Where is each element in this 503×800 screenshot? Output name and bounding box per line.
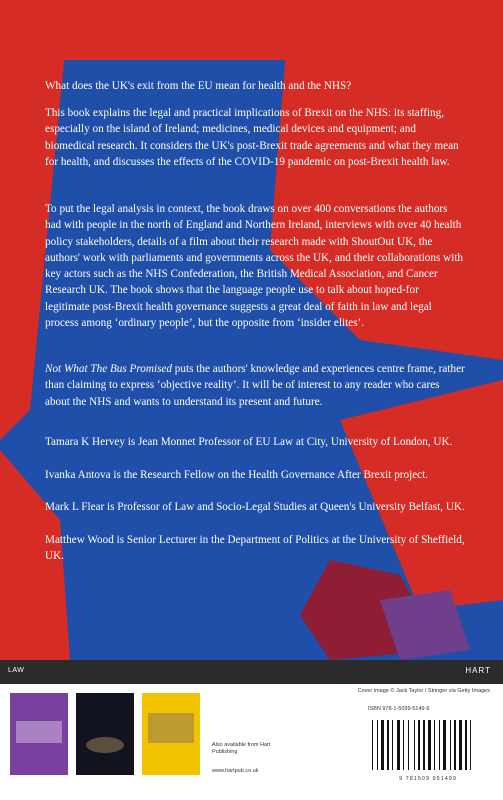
barcode-bar [372, 720, 373, 770]
also-available-note: Also available from Hart Publishing [212, 742, 271, 755]
related-book-thumbnail [76, 693, 134, 775]
author-name: Matthew Wood [45, 534, 114, 546]
author-name: Tamara K Hervey [45, 436, 125, 448]
author-bio [45, 467, 465, 483]
barcode-bar [397, 720, 400, 770]
barcode-bar [418, 720, 420, 770]
barcode-bar [454, 720, 456, 770]
author-bio [45, 532, 465, 565]
barcode-digits: 9 781509 951499 [399, 776, 457, 782]
series-label: LAW [8, 667, 25, 674]
barcode-bar [439, 720, 440, 770]
barcode-bar [434, 720, 435, 770]
author-name: Ivanka Antova [45, 469, 111, 481]
author-bio-text: is the Research Fellow on the Health Governance After Brexit project. [110, 469, 429, 481]
barcode-bar [408, 720, 409, 770]
publisher-logo: HART [465, 666, 491, 675]
barcode-bar [465, 720, 467, 770]
author-bio [45, 434, 465, 450]
blurb-paragraph-3 [45, 361, 465, 410]
barcode-bar [428, 720, 431, 770]
book-title-italic: Not What The Bus Promised [45, 363, 172, 375]
author-name: Mark L Flear [45, 501, 105, 513]
barcode-bar [459, 720, 462, 770]
publisher-url: www.hartpub.co.uk [212, 768, 259, 774]
related-book-thumbnail [10, 693, 68, 775]
barcode-bar [414, 720, 415, 770]
cover-credit: Cover image © Jack Taylor / Stringer via Getty Images [357, 688, 490, 694]
barcode [368, 716, 488, 774]
barcode-bar [450, 720, 451, 770]
barcode-bar [381, 720, 384, 770]
blurb-paragraph-1: This book explains the legal and practical implications of Brexit on the NHS: its staffing, especially on the island of Ireland; medicines, medical devices and equipment; and biomedical research. It considers the UK's post-Brexit trade agreements and what they mean for health, and discusses the effects of the COVID-19 pandemic on post-Brexit health law. [45, 107, 459, 168]
author-bio [45, 499, 465, 515]
barcode-bar [387, 720, 389, 770]
barcode-bar [443, 720, 446, 770]
blurb-paragraph-3-rest: puts the authors' knowledge and experiences centre frame, rather than claiming to express ‘objective reality’. It will be of interest to any reader who cares about the NHS and wants to understand its present and future. [45, 363, 465, 408]
isbn-label: ISBN 978-1-5099-5149-9 [368, 706, 430, 712]
thumbnail-image [86, 737, 124, 753]
barcode-bar [392, 720, 393, 770]
barcode-bar [403, 720, 404, 770]
related-book-thumbnail [142, 693, 200, 775]
author-bio-text: is Senior Lecturer in the Department of Politics at the University of Sheffield, UK. [45, 534, 465, 563]
blurb-paragraph-2: To put the legal analysis in context, the book draws on over 400 conversations the authors had with people in the north of England and Northern Ireland, interviews with over 40 health policy stakeholders, details of a film about their research made with ShoutOut UK, the authors' work with parliaments and governments across the UK, and their collaborations with key actors such as the NHS Confederation, the British Medical Association, and Cancer Research UK. The book shows that the language people use to talk about hoped-for legitimate post-Brexit health governance suggests a great deal of faith in law and legal process among ‘ordinary people’, but the opposite from ‘insider elites’. [45, 203, 464, 330]
thumbnail-title-block [148, 713, 194, 743]
author-bio-text: is Jean Monnet Professor of EU Law at City, University of London, UK. [124, 436, 453, 448]
thumbnail-title-block [16, 721, 62, 743]
blurb-question: What does the UK's exit from the EU mean for health and the NHS? [45, 80, 352, 92]
barcode-bar [470, 720, 471, 770]
author-bio-text: is Professor of Law and Socio-Legal Studies at Queen's University Belfast, UK. [104, 501, 465, 513]
barcode-bar [423, 720, 425, 770]
barcode-bar [377, 720, 378, 770]
publisher-bar-header [0, 660, 503, 684]
